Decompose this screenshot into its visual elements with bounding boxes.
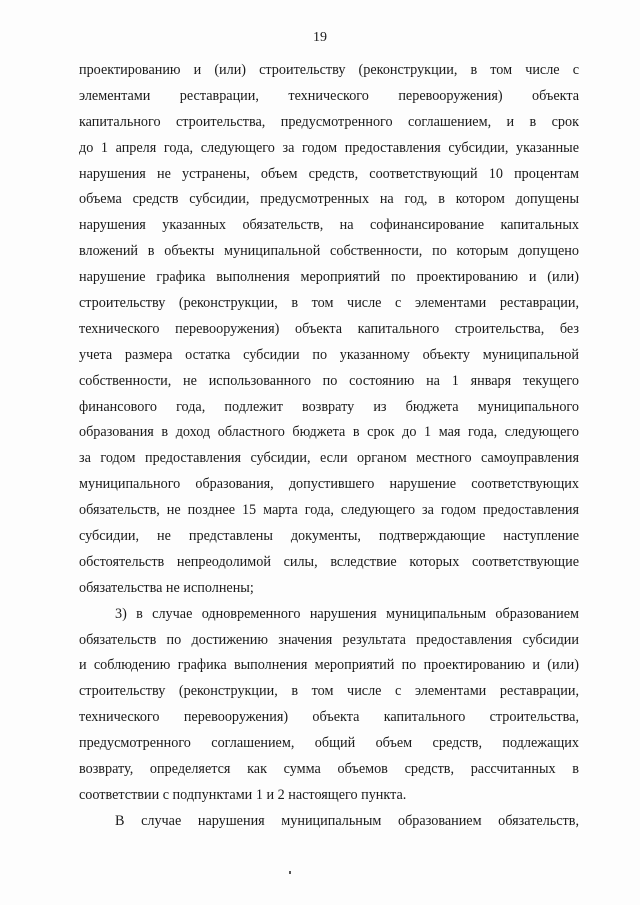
text-line: субсидии, не представлены документы, подтверждающие наступление bbox=[79, 528, 579, 545]
text-line: капитального строительства, предусмотренного соглашением, и в срок bbox=[79, 113, 579, 130]
page-number: 19 bbox=[313, 30, 327, 45]
text-line: элементами реставрации, технического перевооружения) объекта bbox=[79, 87, 579, 104]
text-line: обязательств по достижению значения результата предоставления субсидии bbox=[79, 631, 579, 648]
text-line: предусмотренного соглашением, общий объем средств, подлежащих bbox=[79, 735, 579, 752]
text-line: вложений в объекты муниципальной собственности, по которым допущено bbox=[79, 243, 579, 260]
text-line: проектированию и (или) строительству (реконструкции, в том числе с bbox=[79, 62, 579, 78]
text-line: строительству (реконструкции, в том числе с элементами реставрации, bbox=[79, 683, 579, 700]
text-line: обстоятельств непреодолимой силы, вследствие которых соответствующие bbox=[79, 553, 579, 570]
text-line: обязательства не исполнены; bbox=[79, 579, 254, 596]
text-line: финансового года, подлежит возврату из бюджета муниципального bbox=[79, 398, 579, 415]
text-line: технического перевооружения) объекта капитального строительства, bbox=[79, 709, 579, 726]
text-line: нарушения не устранены, объем средств, соответствующий 10 процентам bbox=[79, 165, 579, 182]
scan-artifact-mark bbox=[289, 871, 291, 874]
text-line: собственности, не использованного по состоянию на 1 января текущего bbox=[79, 372, 579, 389]
text-line: учета размера остатка субсидии по указанному объекту муниципальной bbox=[79, 346, 579, 363]
text-line: и соблюдению графика выполнения мероприятий по проектированию и (или) bbox=[79, 657, 579, 674]
text-line: 3) в случае одновременного нарушения муниципальным образованием bbox=[115, 605, 579, 622]
text-line: нарушения указанных обязательств, на софинансирование капитальных bbox=[79, 217, 579, 234]
text-line: возврату, определяется как сумма объемов средств, рассчитанных в bbox=[79, 761, 579, 778]
text-line: обязательств, не позднее 15 марта года, следующего за годом предоставления bbox=[79, 502, 579, 519]
text-line: В случае нарушения муниципальным образованием обязательств, bbox=[115, 812, 579, 829]
text-line: муниципального образования, допустившего нарушение соответствующих bbox=[79, 476, 579, 493]
text-line: нарушение графика выполнения мероприятий по проектированию и (или) bbox=[79, 269, 579, 286]
text-line: строительству (реконструкции, в том числе с элементами реставрации, bbox=[79, 295, 579, 312]
text-line: за годом предоставления субсидии, если органом местного самоуправления bbox=[79, 450, 579, 467]
text-line: технического перевооружения) объекта капитального строительства, без bbox=[79, 320, 579, 337]
document-body bbox=[79, 58, 579, 835]
text-line: соответствии с подпунктами 1 и 2 настоящего пункта. bbox=[79, 786, 407, 803]
text-line: объема средств субсидии, предусмотренных на год, в котором допущены bbox=[79, 191, 579, 208]
text-line: образования в доход областного бюджета в срок до 1 мая года, следующего bbox=[79, 424, 579, 441]
text-line: до 1 апреля года, следующего за годом предоставления субсидии, указанные bbox=[79, 139, 579, 156]
